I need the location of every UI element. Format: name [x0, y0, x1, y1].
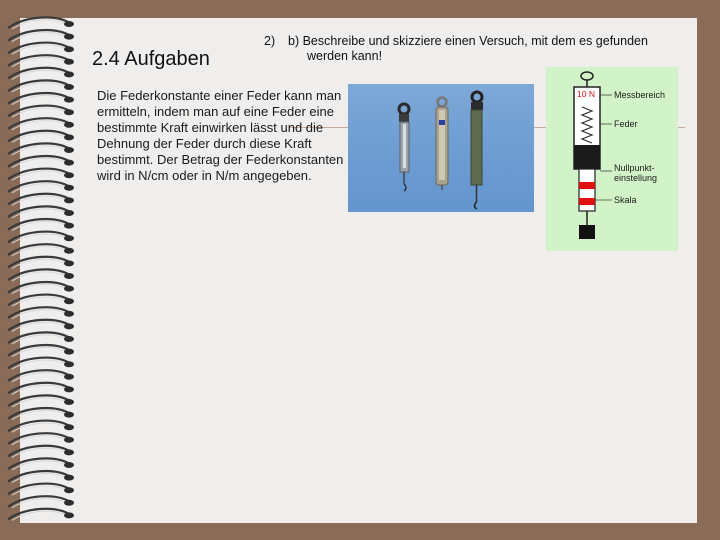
task-line-1: b) Beschreibe und skizziere einen Versuch, mit dem es gefunden	[288, 34, 648, 48]
binding-ring	[8, 17, 74, 29]
task-number: 2)	[264, 34, 276, 48]
spring-scales-photo	[348, 84, 534, 212]
binding-ring	[8, 295, 74, 307]
binding-ring	[8, 471, 74, 483]
binding-ring	[8, 43, 74, 55]
binding-ring	[8, 244, 74, 256]
binding-ring	[8, 433, 74, 445]
binding-ring	[8, 395, 74, 407]
label-nullpunkt	[614, 163, 657, 183]
binding-ring	[8, 93, 74, 105]
spring-scale-diagram	[546, 67, 678, 251]
binding-ring	[8, 257, 74, 269]
binding-ring	[8, 358, 74, 370]
binding-ring	[8, 80, 74, 92]
binding-ring	[8, 345, 74, 357]
binding-ring	[8, 320, 74, 332]
label-skala: Skala	[614, 195, 637, 205]
binding-ring	[8, 496, 74, 508]
binding-ring	[8, 156, 74, 168]
binding-ring	[8, 269, 74, 281]
binding-ring	[8, 194, 74, 206]
binding-ring	[8, 55, 74, 67]
binding-ring	[8, 232, 74, 244]
binding-ring	[8, 282, 74, 294]
task-text	[288, 34, 688, 64]
binding-ring	[8, 106, 74, 118]
binding-ring	[8, 169, 74, 181]
binding-ring	[8, 307, 74, 319]
label-nullpunkt-line2: einstellung	[614, 173, 658, 183]
page-title: 2.4 Aufgaben	[92, 48, 210, 70]
binding-ring	[8, 408, 74, 420]
binding-ring	[8, 118, 74, 130]
binding-ring	[8, 421, 74, 433]
spring-scale-2-icon	[436, 98, 448, 191]
binding-ring	[8, 219, 74, 231]
binding-ring	[8, 370, 74, 382]
task-line-2: werden kann!	[307, 49, 383, 63]
label-messbereich: Messbereich	[614, 90, 666, 100]
spring-scale-3-icon	[471, 92, 483, 209]
binding-ring	[8, 181, 74, 193]
scale-value-label: 10 N	[577, 89, 595, 99]
binding-ring	[8, 446, 74, 458]
label-feder: Feder	[614, 119, 638, 129]
binding-ring	[8, 332, 74, 344]
binding-ring	[8, 509, 74, 521]
body-paragraph: Die Federkonstante einer Feder kann man ermitteln, indem man auf eine Feder eine bestimmte Kraft einwirken lässt und die Dehnung der Feder durch diese Kraft bestimmt. Der Betrag der Federkonstanten wird in N/cm oder in N/m angegeben.	[97, 88, 344, 183]
binding-ring	[8, 206, 74, 218]
spiral-binding	[0, 0, 90, 540]
binding-ring	[8, 458, 74, 470]
binding-ring	[8, 383, 74, 395]
label-nullpunkt-line1: Nullpunkt-	[614, 163, 655, 173]
binding-ring	[8, 131, 74, 143]
binding-ring	[8, 30, 74, 42]
spring-scale-1-icon	[399, 104, 409, 191]
binding-ring	[8, 484, 74, 496]
binding-ring	[8, 143, 74, 155]
binding-ring	[8, 68, 74, 80]
